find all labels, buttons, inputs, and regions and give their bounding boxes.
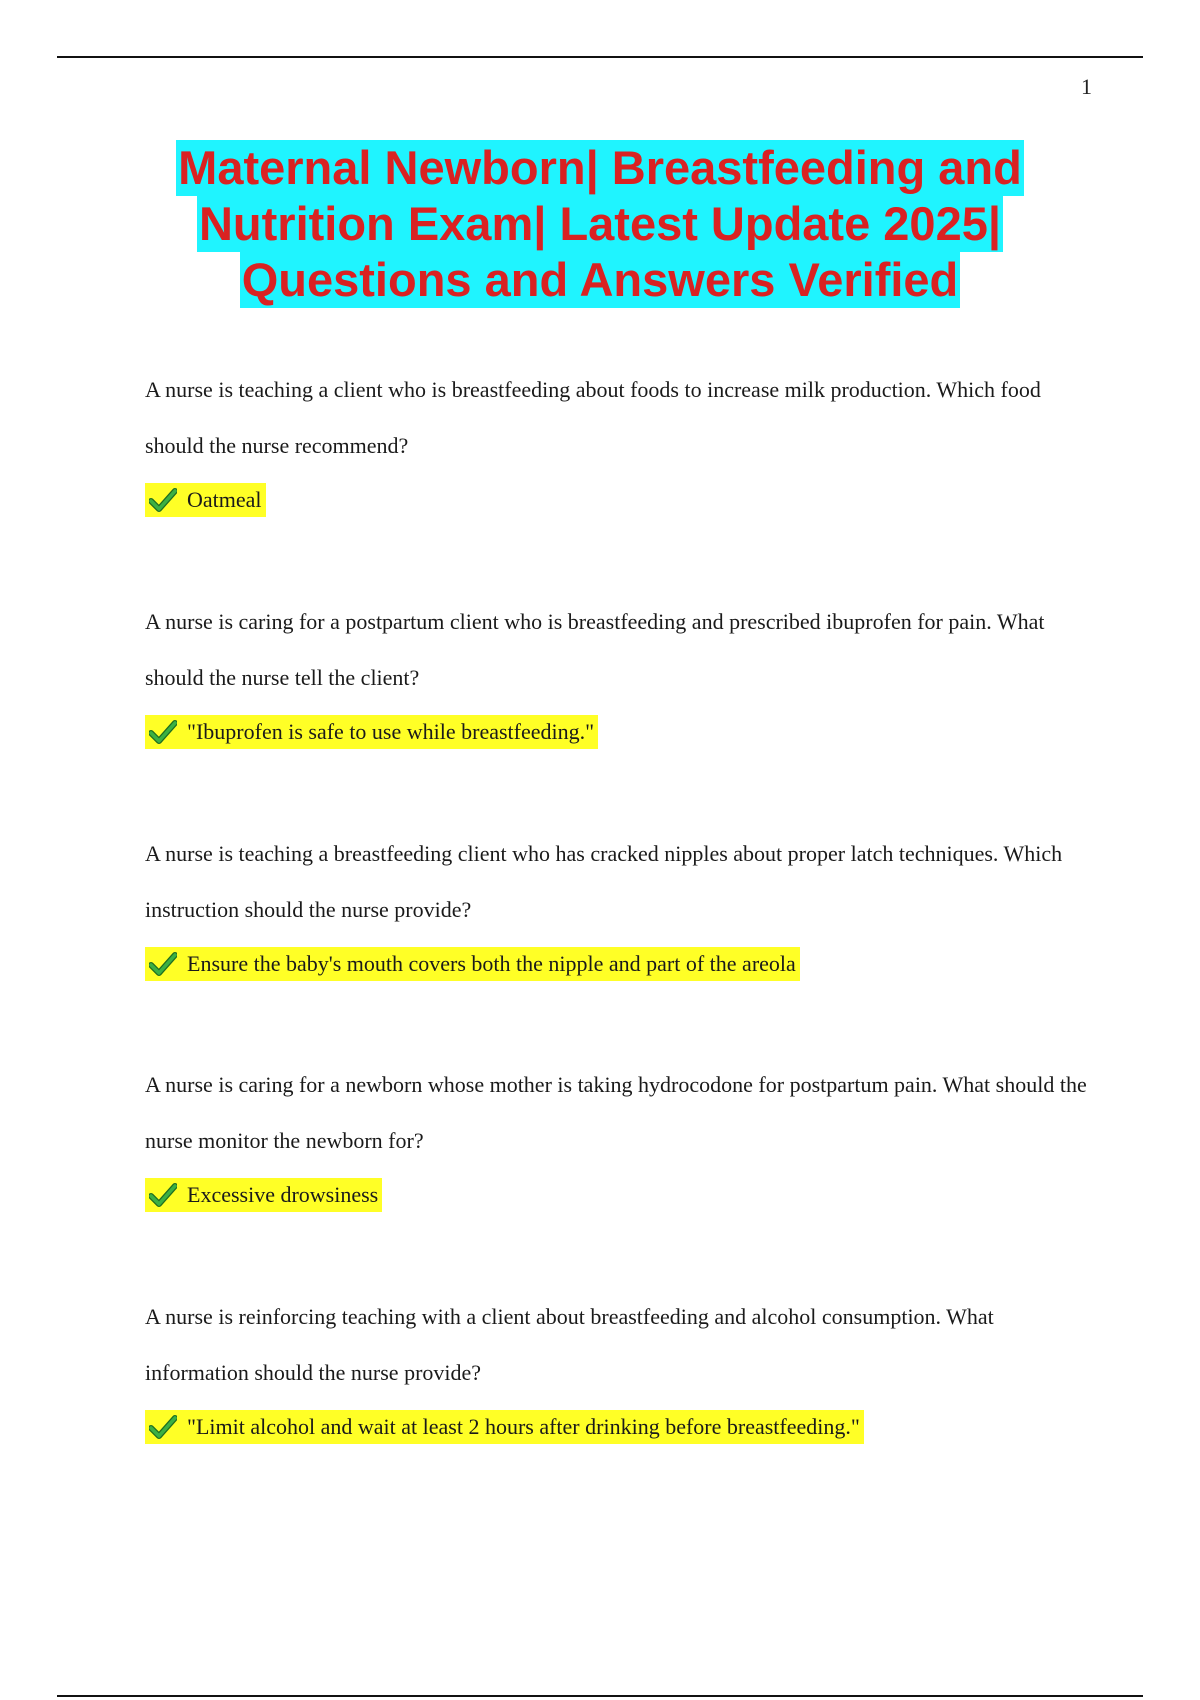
page-number: 1 [1081, 74, 1092, 99]
answer-text-2: "Ibuprofen is safe to use while breastfeeding." [187, 719, 595, 744]
qa-item-4 [145, 1057, 1095, 1212]
check-icon [149, 952, 177, 976]
check-icon [149, 1415, 177, 1439]
answer-text-4: Excessive drowsiness [187, 1182, 379, 1207]
question-text-1: A nurse is teaching a client who is breastfeeding about foods to increase milk production. Which food should the nurse recommend? [145, 377, 1041, 458]
question-text-4: A nurse is caring for a newborn whose mother is taking hydrocodone for postpartum pain. What should the nurse monitor the newborn for? [145, 1072, 1087, 1153]
check-icon [149, 488, 177, 512]
answer-text-1: Oatmeal [187, 487, 262, 512]
qa-item-3 [145, 826, 1095, 981]
answer-2 [145, 715, 598, 749]
title-line-1: Maternal Newborn| Breastfeeding and [178, 141, 1022, 194]
check-icon [149, 720, 177, 744]
page-title [100, 140, 1100, 308]
title-line-2: Nutrition Exam| Latest Update 2025| [198, 197, 1001, 250]
qa-item-2 [145, 594, 1095, 749]
answer-5 [145, 1410, 864, 1444]
answer-3 [145, 947, 800, 981]
answer-text-5: "Limit alcohol and wait at least 2 hours after drinking before breastfeeding." [187, 1414, 860, 1439]
answer-4 [145, 1178, 382, 1212]
question-text-3: A nurse is teaching a breastfeeding client who has cracked nipples about proper latch techniques. Which instruction should the nurse provide? [145, 841, 1063, 922]
question-text-5: A nurse is reinforcing teaching with a client about breastfeeding and alcohol consumption. What information should the nurse provide? [145, 1304, 994, 1385]
qa-item-5 [145, 1289, 1095, 1444]
bottom-rule [57, 1695, 1143, 1697]
answer-1 [145, 483, 266, 517]
top-rule [57, 56, 1143, 58]
answer-text-3: Ensure the baby's mouth covers both the nipple and part of the areola [187, 951, 796, 976]
title-line-3: Questions and Answers Verified [241, 253, 959, 306]
question-text-2: A nurse is caring for a postpartum client who is breastfeeding and prescribed ibuprofen for pain. What should the nurse tell the client? [145, 609, 1045, 690]
qa-item-1 [145, 362, 1095, 517]
check-icon [149, 1183, 177, 1207]
